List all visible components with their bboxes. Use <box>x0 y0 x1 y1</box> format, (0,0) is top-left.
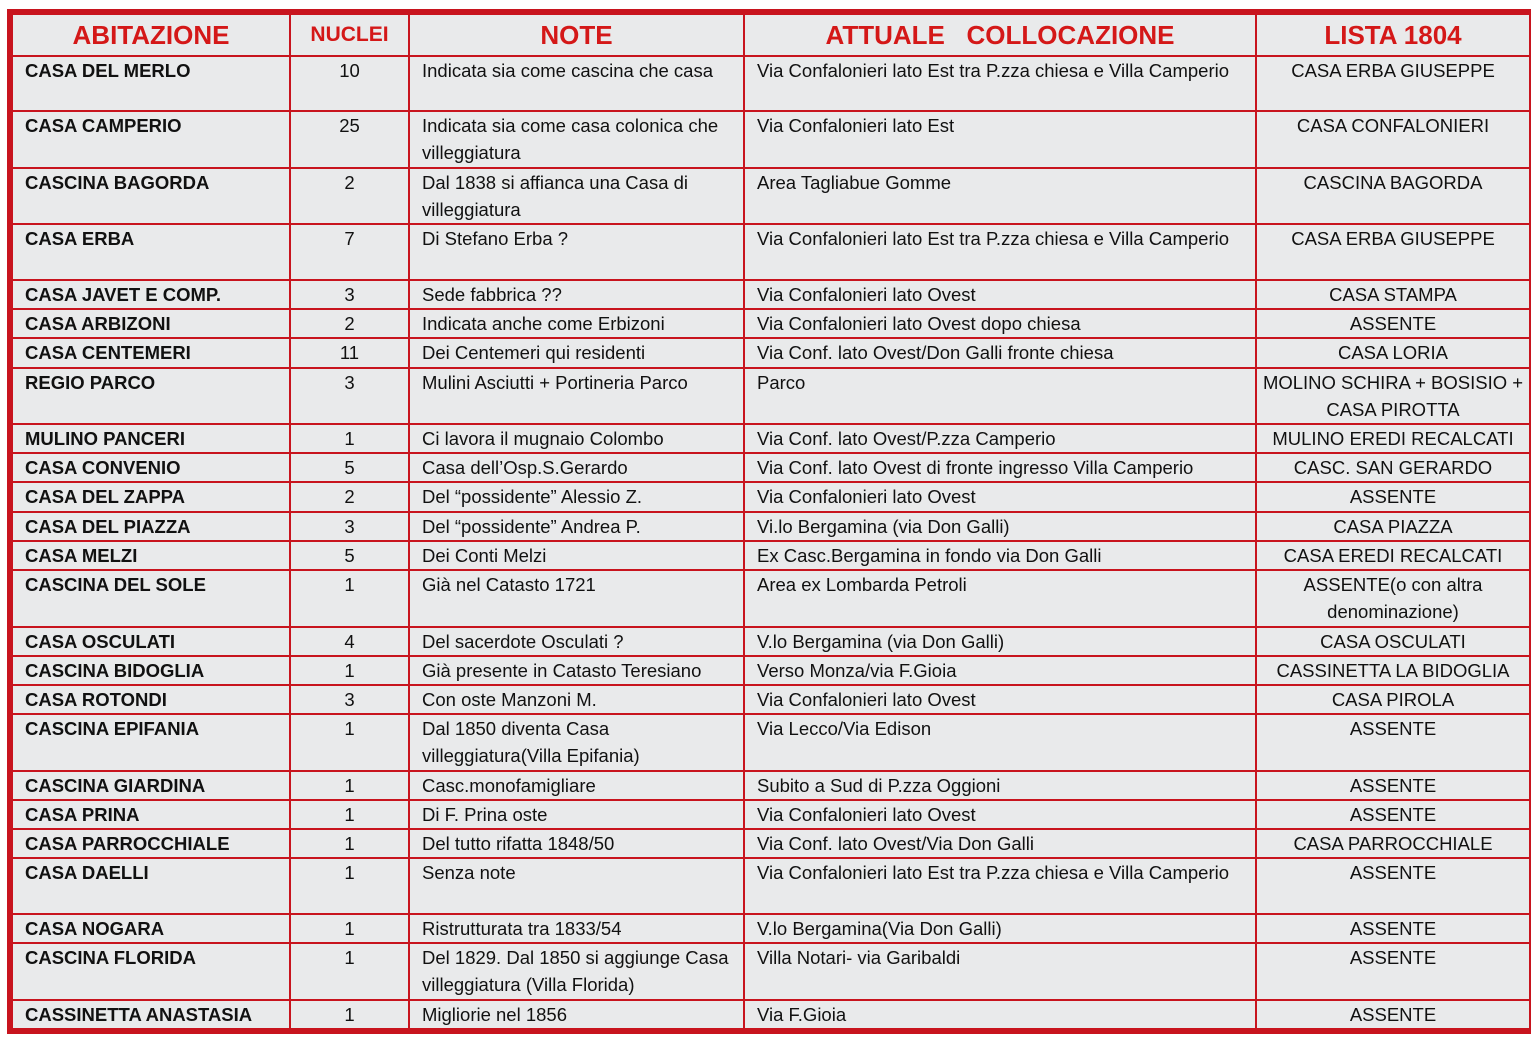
nuclei-cell: 3 <box>290 512 409 541</box>
note-cell: Già nel Catasto 1721 <box>409 570 744 626</box>
abitazione-cell: CASCINA EPIFANIA <box>12 714 290 770</box>
nuclei-cell: 1 <box>290 943 409 999</box>
lista-1804-cell: CASCINA BAGORDA <box>1256 168 1530 224</box>
note-cell: Del tutto rifatta 1848/50 <box>409 829 744 858</box>
note-cell: Di F. Prina oste <box>409 800 744 829</box>
lista-1804-cell: CASA PIROLA <box>1256 685 1530 714</box>
lista-1804-cell: ASSENTE <box>1256 771 1530 800</box>
note-cell: Casc.monofamigliare <box>409 771 744 800</box>
table-row <box>12 224 1530 279</box>
abitazione-cell: CASCINA BIDOGLIA <box>12 656 290 685</box>
table-row <box>12 453 1530 482</box>
nuclei-cell: 1 <box>290 800 409 829</box>
nuclei-cell: 1 <box>290 424 409 453</box>
abitazione-cell: CASCINA FLORIDA <box>12 943 290 999</box>
collocazione-cell: Area Tagliabue Gomme <box>744 168 1256 224</box>
abitazione-cell: CASCINA GIARDINA <box>12 771 290 800</box>
lista-1804-cell: CASA PIAZZA <box>1256 512 1530 541</box>
note-cell: Ristrutturata tra 1833/54 <box>409 914 744 943</box>
abitazione-cell: MULINO PANCERI <box>12 424 290 453</box>
lista-1804-cell: CASA STAMPA <box>1256 280 1530 309</box>
nuclei-cell: 5 <box>290 541 409 570</box>
lista-1804-cell: ASSENTE <box>1256 309 1530 338</box>
nuclei-cell: 1 <box>290 714 409 770</box>
table-row <box>12 714 1530 770</box>
collocazione-cell: V.lo Bergamina(Via Don Galli) <box>744 914 1256 943</box>
collocazione-cell: Via Confalonieri lato Ovest <box>744 800 1256 829</box>
collocazione-cell: Ex Casc.Bergamina in fondo via Don Galli <box>744 541 1256 570</box>
collocazione-cell: Via Confalonieri lato Ovest <box>744 685 1256 714</box>
table-row <box>12 570 1530 626</box>
abitazione-cell: CASA JAVET E COMP. <box>12 280 290 309</box>
table-row <box>12 1000 1530 1029</box>
abitazione-cell: CASCINA DEL SOLE <box>12 570 290 626</box>
collocazione-cell: Subito a Sud di P.zza Oggioni <box>744 771 1256 800</box>
abitazione-cell: CASA OSCULATI <box>12 627 290 656</box>
nuclei-cell: 1 <box>290 570 409 626</box>
abitazione-cell: CASA ERBA <box>12 224 290 279</box>
header-note: NOTE <box>409 14 744 56</box>
abitazioni-table <box>11 13 1531 1030</box>
table-row <box>12 56 1530 111</box>
note-cell: Del “possidente” Andrea P. <box>409 512 744 541</box>
collocazione-cell: Via Lecco/Via Edison <box>744 714 1256 770</box>
collocazione-cell: Via F.Gioia <box>744 1000 1256 1029</box>
table-row <box>12 338 1530 367</box>
abitazione-cell: CASA DEL ZAPPA <box>12 482 290 511</box>
abitazione-cell: CASSINETTA ANASTASIA <box>12 1000 290 1029</box>
note-cell: Mulini Asciutti + Portineria Parco <box>409 368 744 424</box>
nuclei-cell: 1 <box>290 914 409 943</box>
table-row <box>12 309 1530 338</box>
collocazione-cell: Via Confalonieri lato Ovest <box>744 280 1256 309</box>
note-cell: Indicata sia come casa colonica che villeggiatura <box>409 111 744 167</box>
lista-1804-cell: ASSENTE <box>1256 914 1530 943</box>
lista-1804-cell: CASA PARROCCHIALE <box>1256 829 1530 858</box>
collocazione-cell: Via Confalonieri lato Est tra P.zza chiesa e Villa Camperio <box>744 56 1256 111</box>
table-row <box>12 168 1530 224</box>
table-row <box>12 424 1530 453</box>
nuclei-cell: 4 <box>290 627 409 656</box>
lista-1804-cell: ASSENTE <box>1256 800 1530 829</box>
lista-1804-cell: MULINO EREDI RECALCATI <box>1256 424 1530 453</box>
note-cell: Del “possidente” Alessio Z. <box>409 482 744 511</box>
collocazione-cell: Via Confalonieri lato Ovest <box>744 482 1256 511</box>
abitazione-cell: CASA CONVENIO <box>12 453 290 482</box>
nuclei-cell: 11 <box>290 338 409 367</box>
table-row <box>12 627 1530 656</box>
abitazione-cell: CASA ROTONDI <box>12 685 290 714</box>
table-row <box>12 482 1530 511</box>
lista-1804-cell: ASSENTE(o con altra denominazione) <box>1256 570 1530 626</box>
note-cell: Già presente in Catasto Teresiano <box>409 656 744 685</box>
lista-1804-cell: ASSENTE <box>1256 482 1530 511</box>
note-cell: Migliorie nel 1856 <box>409 1000 744 1029</box>
abitazione-cell: CASA NOGARA <box>12 914 290 943</box>
collocazione-cell: Villa Notari- via Garibaldi <box>744 943 1256 999</box>
abitazione-cell: REGIO PARCO <box>12 368 290 424</box>
collocazione-cell: Via Conf. lato Ovest/P.zza Camperio <box>744 424 1256 453</box>
note-cell: Con oste Manzoni M. <box>409 685 744 714</box>
collocazione-cell: Area ex Lombarda Petroli <box>744 570 1256 626</box>
note-cell: Sede fabbrica ?? <box>409 280 744 309</box>
note-cell: Dal 1838 si affianca una Casa di villeggiatura <box>409 168 744 224</box>
abitazione-cell: CASA CENTEMERI <box>12 338 290 367</box>
lista-1804-cell: CASA CONFALONIERI <box>1256 111 1530 167</box>
table-frame <box>7 9 1531 1034</box>
table-row <box>12 280 1530 309</box>
table-row <box>12 512 1530 541</box>
lista-1804-cell: MOLINO SCHIRA + BOSISIO + CASA PIROTTA <box>1256 368 1530 424</box>
collocazione-cell: Via Conf. lato Ovest/Don Galli fronte chiesa <box>744 338 1256 367</box>
lista-1804-cell: ASSENTE <box>1256 714 1530 770</box>
nuclei-cell: 2 <box>290 482 409 511</box>
collocazione-cell: Parco <box>744 368 1256 424</box>
collocazione-cell: Via Confalonieri lato Est tra P.zza chiesa e Villa Camperio <box>744 224 1256 279</box>
abitazione-cell: CASA DAELLI <box>12 858 290 913</box>
abitazione-cell: CASA ARBIZONI <box>12 309 290 338</box>
collocazione-cell: Via Confalonieri lato Est tra P.zza chiesa e Villa Camperio <box>744 858 1256 913</box>
collocazione-cell: Via Conf. lato Ovest di fronte ingresso Villa Camperio <box>744 453 1256 482</box>
note-cell: Del 1829. Dal 1850 si aggiunge Casa villeggiatura (Villa Florida) <box>409 943 744 999</box>
table-row <box>12 111 1530 167</box>
table-row <box>12 685 1530 714</box>
nuclei-cell: 3 <box>290 280 409 309</box>
note-cell: Del sacerdote Osculati ? <box>409 627 744 656</box>
collocazione-cell: Via Confalonieri lato Ovest dopo chiesa <box>744 309 1256 338</box>
note-cell: Senza note <box>409 858 744 913</box>
lista-1804-cell: CASA ERBA GIUSEPPE <box>1256 56 1530 111</box>
note-cell: Indicata anche come Erbizoni <box>409 309 744 338</box>
nuclei-cell: 3 <box>290 685 409 714</box>
nuclei-cell: 25 <box>290 111 409 167</box>
abitazione-cell: CASA DEL MERLO <box>12 56 290 111</box>
table-row <box>12 914 1530 943</box>
nuclei-cell: 1 <box>290 858 409 913</box>
lista-1804-cell: CASA EREDI RECALCATI <box>1256 541 1530 570</box>
collocazione-cell: Via Confalonieri lato Est <box>744 111 1256 167</box>
lista-1804-cell: CASSINETTA LA BIDOGLIA <box>1256 656 1530 685</box>
abitazione-cell: CASCINA BAGORDA <box>12 168 290 224</box>
note-cell: Dal 1850 diventa Casa villeggiatura(Villa Epifania) <box>409 714 744 770</box>
collocazione-cell: Verso Monza/via F.Gioia <box>744 656 1256 685</box>
table-row <box>12 541 1530 570</box>
nuclei-cell: 1 <box>290 1000 409 1029</box>
abitazione-cell: CASA PARROCCHIALE <box>12 829 290 858</box>
table-row <box>12 858 1530 913</box>
note-cell: Di Stefano Erba ? <box>409 224 744 279</box>
table-row <box>12 656 1530 685</box>
header-lista-1804: LISTA 1804 <box>1256 14 1530 56</box>
abitazione-cell: CASA MELZI <box>12 541 290 570</box>
nuclei-cell: 10 <box>290 56 409 111</box>
note-cell: Dei Centemeri qui residenti <box>409 338 744 367</box>
lista-1804-cell: ASSENTE <box>1256 858 1530 913</box>
nuclei-cell: 5 <box>290 453 409 482</box>
lista-1804-cell: CASA ERBA GIUSEPPE <box>1256 224 1530 279</box>
note-cell: Ci lavora il mugnaio Colombo <box>409 424 744 453</box>
collocazione-cell: V.lo Bergamina (via Don Galli) <box>744 627 1256 656</box>
nuclei-cell: 2 <box>290 309 409 338</box>
nuclei-cell: 1 <box>290 656 409 685</box>
table-row <box>12 800 1530 829</box>
note-cell: Indicata sia come cascina che casa <box>409 56 744 111</box>
nuclei-cell: 1 <box>290 829 409 858</box>
note-cell: Dei Conti Melzi <box>409 541 744 570</box>
header-abitazione: ABITAZIONE <box>12 14 290 56</box>
collocazione-cell: Vi.lo Bergamina (via Don Galli) <box>744 512 1256 541</box>
nuclei-cell: 7 <box>290 224 409 279</box>
table-row <box>12 829 1530 858</box>
abitazione-cell: CASA CAMPERIO <box>12 111 290 167</box>
abitazione-cell: CASA PRINA <box>12 800 290 829</box>
lista-1804-cell: ASSENTE <box>1256 943 1530 999</box>
header-row <box>12 14 1530 56</box>
table-row <box>12 943 1530 999</box>
table-row <box>12 771 1530 800</box>
lista-1804-cell: ASSENTE <box>1256 1000 1530 1029</box>
header-nuclei: NUCLEI <box>290 14 409 56</box>
header-collocazione: ATTUALE COLLOCAZIONE <box>744 14 1256 56</box>
lista-1804-cell: CASC. SAN GERARDO <box>1256 453 1530 482</box>
note-cell: Casa dell’Osp.S.Gerardo <box>409 453 744 482</box>
nuclei-cell: 2 <box>290 168 409 224</box>
abitazione-cell: CASA DEL PIAZZA <box>12 512 290 541</box>
nuclei-cell: 3 <box>290 368 409 424</box>
table-row <box>12 368 1530 424</box>
lista-1804-cell: CASA OSCULATI <box>1256 627 1530 656</box>
nuclei-cell: 1 <box>290 771 409 800</box>
collocazione-cell: Via Conf. lato Ovest/Via Don Galli <box>744 829 1256 858</box>
lista-1804-cell: CASA LORIA <box>1256 338 1530 367</box>
